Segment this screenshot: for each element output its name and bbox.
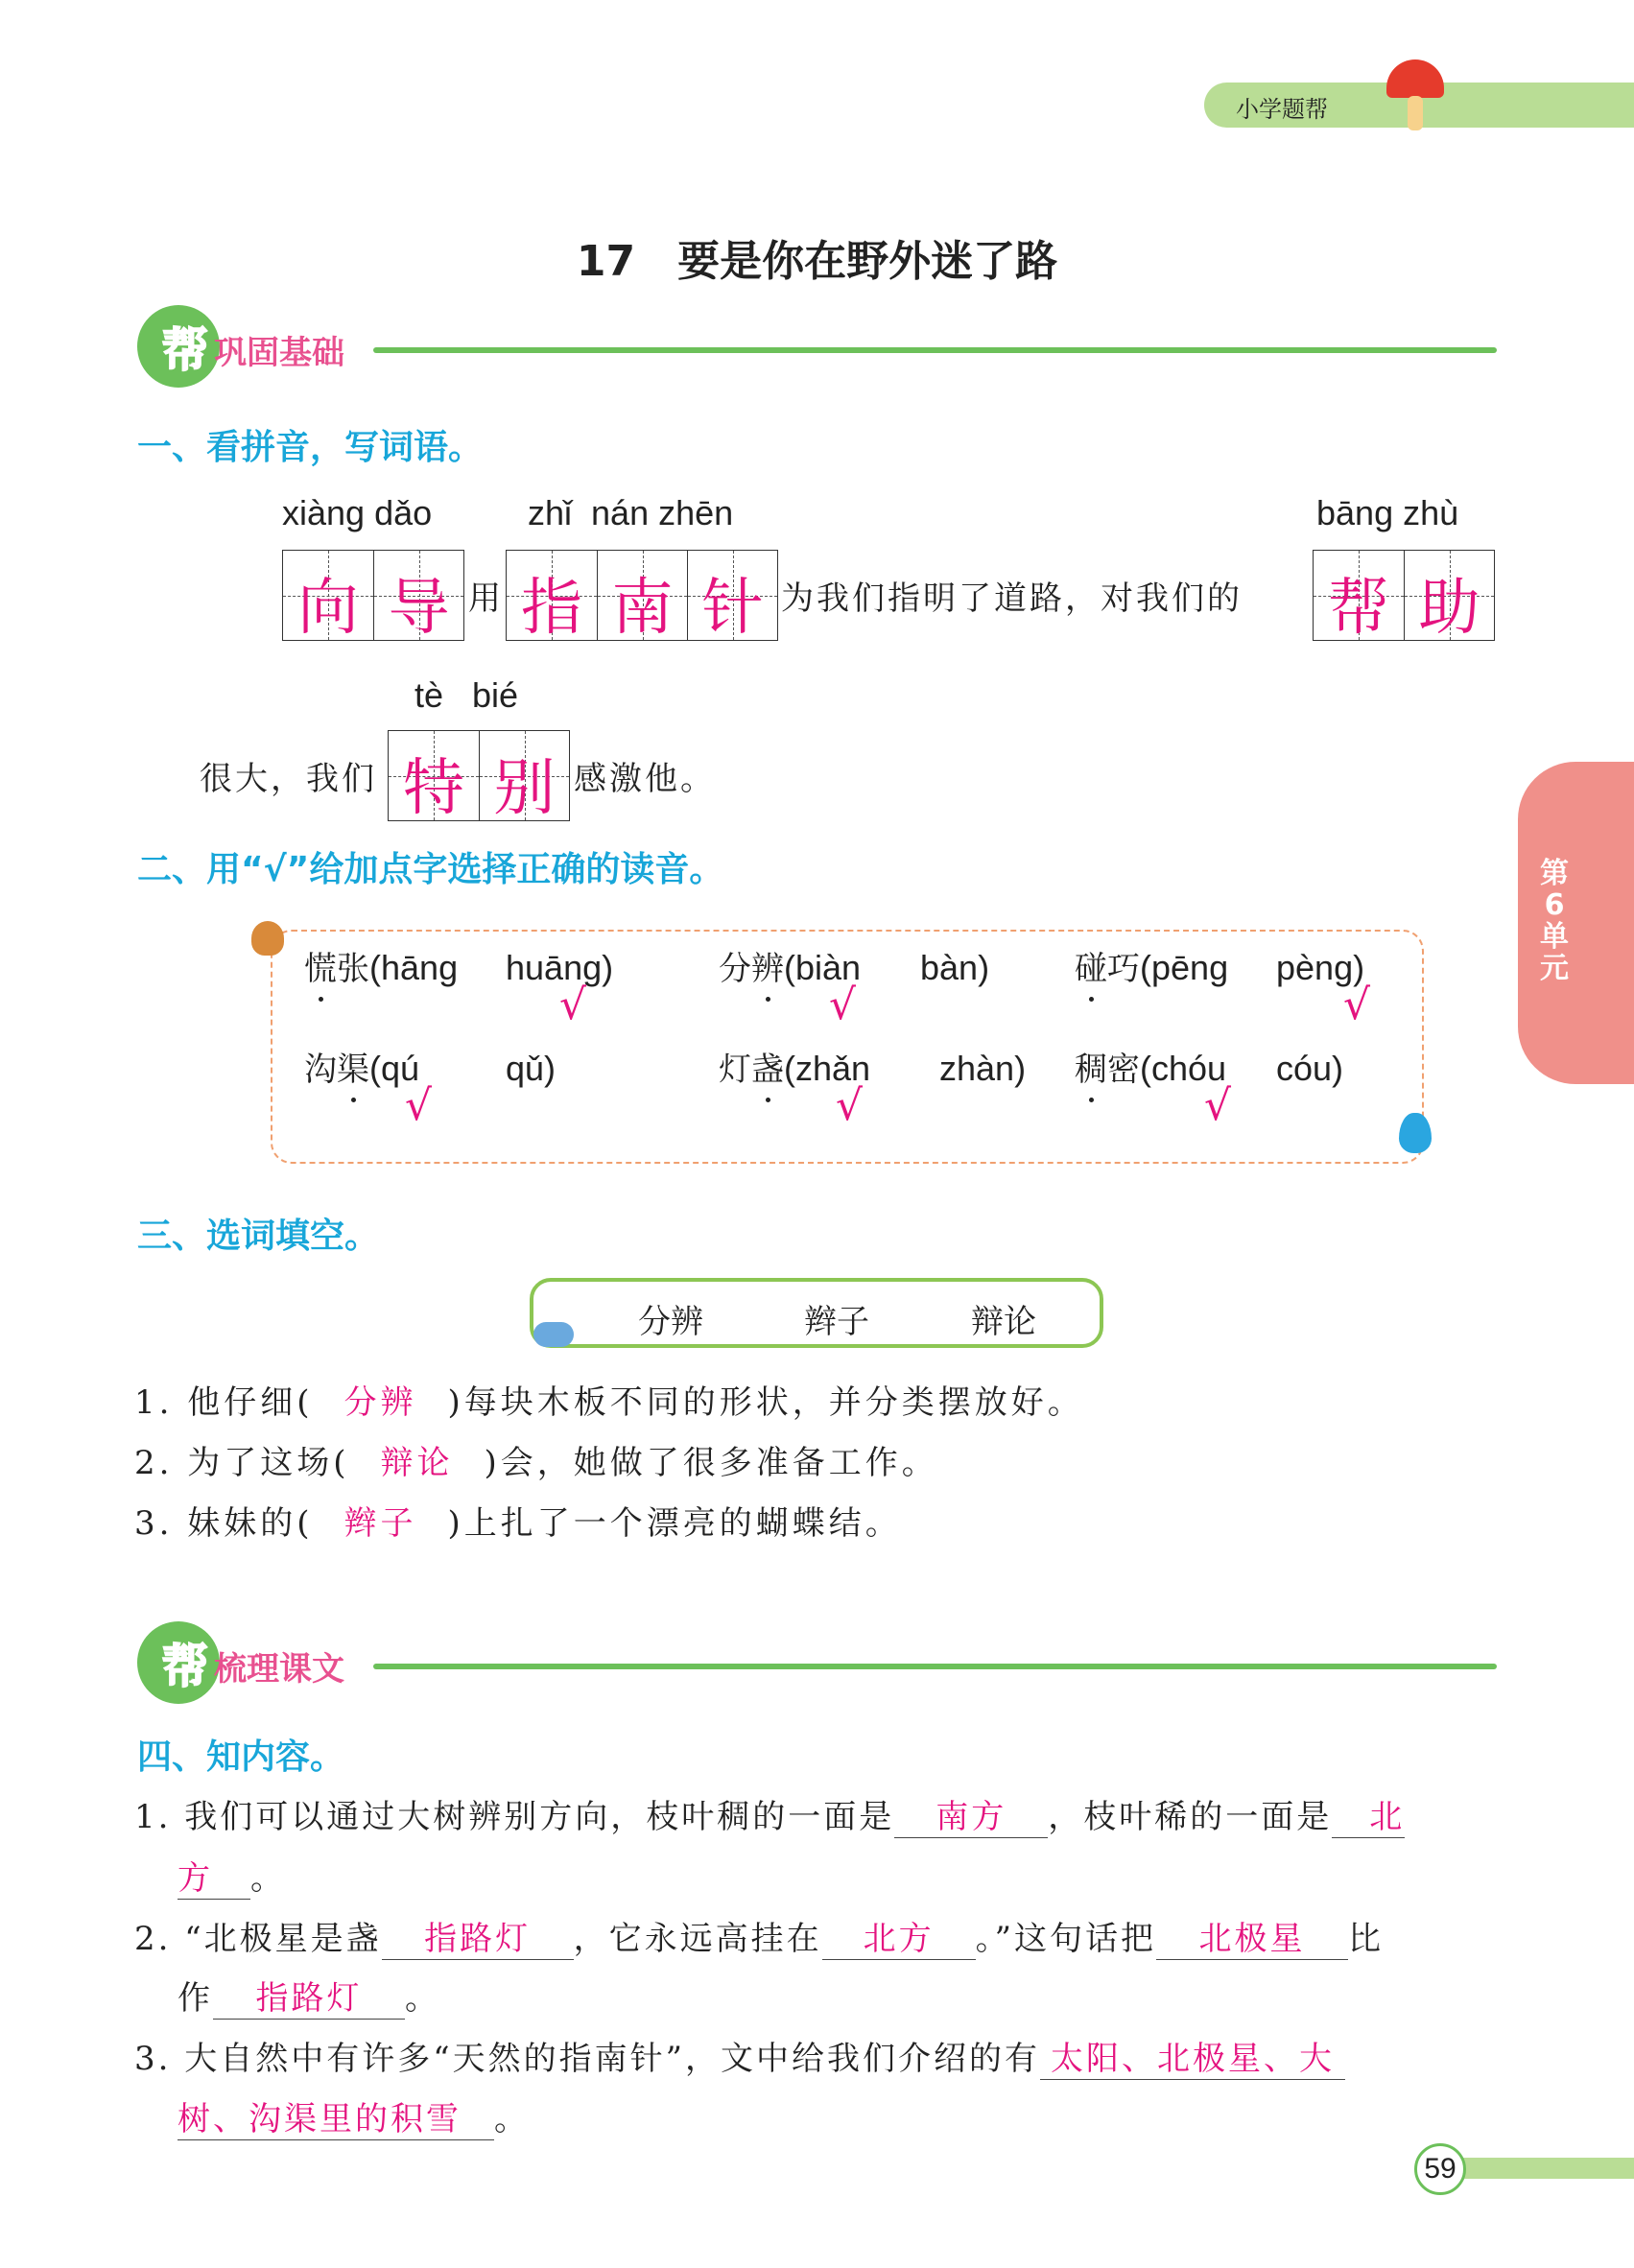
fill-item: 2. 为了这场( 辩论 )会，她做了很多准备工作。 bbox=[134, 1436, 938, 1483]
check-mark: √ bbox=[559, 980, 587, 1029]
word-char: 辨 bbox=[751, 950, 784, 988]
check-mark: √ bbox=[405, 1081, 433, 1130]
word-char: 巧 bbox=[1107, 950, 1140, 988]
pinyin: xiàng dǎo bbox=[282, 493, 433, 532]
answer-char: 特 bbox=[403, 753, 464, 824]
answer-char: 针 bbox=[701, 573, 764, 644]
q4-item-1-cont: 方 。 bbox=[178, 1852, 283, 1900]
answer-char: 指 bbox=[521, 573, 582, 644]
fill-answer: 辩论 bbox=[380, 1444, 454, 1482]
option-b[interactable]: qǔ bbox=[506, 1049, 545, 1088]
fill-answer: 北 bbox=[1332, 1790, 1405, 1838]
q4-item-2-cont: 作 指路灯 。 bbox=[178, 1972, 440, 2020]
pronunciation-item: 灯盏(zhǎn zhàn) bbox=[719, 1049, 1027, 1089]
word-bank-item: 分辨 bbox=[638, 1303, 703, 1341]
answer-char: 别 bbox=[493, 753, 556, 824]
option-a[interactable]: chóu bbox=[1151, 1049, 1227, 1088]
sun-cloud-icon bbox=[533, 1322, 574, 1347]
page-title: 17 要是你在野外迷了路 bbox=[576, 237, 1058, 286]
q1-heading: 一、看拼音，写词语。 bbox=[137, 428, 484, 467]
word-char: 盏 bbox=[751, 1051, 784, 1089]
answer-char: 帮 bbox=[1328, 573, 1389, 644]
section-label: 巩固基础 bbox=[214, 334, 344, 372]
word-char: 渠 bbox=[337, 1051, 369, 1089]
answer-grid[interactable] bbox=[506, 550, 778, 644]
check-mark: √ bbox=[1204, 1081, 1232, 1130]
word-bank-item: 辫子 bbox=[804, 1303, 869, 1341]
section-divider bbox=[373, 1664, 1497, 1669]
sentence-text: 感激他。 bbox=[574, 760, 716, 798]
fill-answer: 辫子 bbox=[343, 1504, 417, 1543]
q4-item-3-cont: 树、沟渠里的积雪 。 bbox=[178, 2092, 530, 2140]
word-char: 分 bbox=[719, 950, 751, 988]
answer-char: 向 bbox=[297, 573, 359, 644]
q4-item-3: 3. 大自然中有许多“天然的指南针”，文中给我们介绍的有 太阳、北极星、大 bbox=[134, 2032, 1345, 2080]
broom-icon bbox=[251, 921, 284, 956]
sentence-text: 用 bbox=[468, 579, 501, 618]
word-char: 碰 bbox=[1075, 950, 1107, 988]
q4-item-2: 2. “北极星是盏 指路灯 ，它永远高挂在 北方 。”这句话把 北极星 比 bbox=[134, 1912, 1384, 1960]
word-bank-item: 辩论 bbox=[971, 1303, 1036, 1341]
option-b[interactable]: cóu bbox=[1276, 1049, 1333, 1088]
option-a[interactable]: zhǎn bbox=[795, 1049, 871, 1088]
option-a[interactable]: hāng bbox=[381, 948, 459, 987]
word-char: 密 bbox=[1107, 1051, 1140, 1089]
answer-grid[interactable] bbox=[1313, 550, 1495, 644]
q2-heading: 二、用“√”给加点字选择正确的读音。 bbox=[137, 850, 724, 889]
option-a[interactable]: pēng bbox=[1151, 948, 1229, 987]
fill-item: 3. 妹妹的( 辫子 )上扎了一个漂亮的蝴蝶结。 bbox=[134, 1497, 902, 1544]
fill-answer: 指路灯 bbox=[382, 1912, 574, 1960]
fill-answer: 树、沟渠里的积雪 bbox=[178, 2092, 494, 2140]
word-char: 灯 bbox=[719, 1051, 751, 1089]
option-b[interactable]: bàn bbox=[920, 948, 979, 987]
word-char: 张 bbox=[337, 950, 369, 988]
unit-tab bbox=[1518, 762, 1634, 1084]
check-mark: √ bbox=[829, 980, 857, 1029]
answer-char: 助 bbox=[1418, 573, 1480, 644]
fill-item: 1. 他仔细( 分辨 )每块木板不同的形状，并分类摆放好。 bbox=[134, 1376, 1084, 1423]
pinyin: zhǐ nán zhēn bbox=[528, 493, 734, 532]
answer-grid[interactable] bbox=[388, 730, 570, 824]
section-badge: 帮 bbox=[162, 1640, 209, 1693]
pronunciation-item: 碰巧(pēng pèng) bbox=[1075, 948, 1365, 988]
unit-tab-label: 第6单元 bbox=[1540, 857, 1569, 985]
q3-heading: 三、选词填空。 bbox=[137, 1217, 380, 1256]
answer-char: 南 bbox=[611, 573, 674, 644]
word-char: 沟 bbox=[304, 1051, 337, 1089]
option-a[interactable]: qú bbox=[381, 1049, 420, 1088]
pinyin: tè bié bbox=[414, 675, 519, 715]
q4-item-1: 1. 我们可以通过大树辨别方向，枝叶稠的一面是 南方 ，枝叶稀的一面是 北 bbox=[134, 1790, 1405, 1838]
pronunciation-item: 分辨(biàn bàn) bbox=[719, 948, 990, 988]
fill-answer: 方 bbox=[178, 1852, 250, 1900]
fill-answer: 南方 bbox=[894, 1790, 1048, 1838]
water-drop-icon bbox=[1399, 1113, 1432, 1153]
section-label: 梳理课文 bbox=[214, 1650, 344, 1689]
mushroom-stem-icon bbox=[1408, 96, 1423, 130]
q4-heading: 四、知内容。 bbox=[137, 1737, 345, 1777]
check-mark: √ bbox=[836, 1081, 864, 1130]
answer-grid[interactable] bbox=[282, 550, 464, 644]
pronunciation-item: 沟渠(qú qǔ) bbox=[304, 1049, 557, 1089]
pronunciation-item: 稠密(chóu cóu) bbox=[1075, 1049, 1344, 1089]
section-divider bbox=[373, 347, 1497, 353]
pronunciation-item: 慌张(hāng huāng) bbox=[304, 948, 614, 988]
section-badge: 帮 bbox=[162, 323, 209, 377]
option-b[interactable]: zhàn bbox=[939, 1049, 1015, 1088]
section-header-basics bbox=[137, 305, 387, 391]
footer-bar bbox=[1458, 2158, 1634, 2179]
fill-answer: 北方 bbox=[822, 1912, 976, 1960]
option-b[interactable]: pèng bbox=[1276, 948, 1354, 987]
fill-answer: 分辨 bbox=[343, 1383, 417, 1422]
word-char: 慌 bbox=[304, 950, 337, 988]
section-header-text-review bbox=[137, 1621, 387, 1708]
fill-answer: 北极星 bbox=[1156, 1912, 1348, 1960]
pinyin: bāng zhù bbox=[1316, 493, 1459, 532]
option-b[interactable]: huāng bbox=[506, 948, 603, 987]
brand-text: 小学题帮 bbox=[1236, 96, 1328, 123]
sentence-text: 为我们指明了道路，对我们的 bbox=[781, 579, 1243, 618]
header-brand-pill bbox=[1204, 83, 1634, 128]
mushroom-icon bbox=[1386, 59, 1444, 98]
fill-answer: 指路灯 bbox=[213, 1972, 405, 2020]
fill-answer: 太阳、北极星、大 bbox=[1040, 2032, 1345, 2080]
page-number: 59 bbox=[1414, 2143, 1466, 2195]
answer-char: 导 bbox=[388, 573, 450, 644]
check-mark: √ bbox=[1343, 980, 1371, 1029]
sentence-text: 很大，我们 bbox=[200, 760, 377, 798]
word-char: 稠 bbox=[1075, 1051, 1107, 1089]
option-a[interactable]: biàn bbox=[795, 948, 862, 987]
